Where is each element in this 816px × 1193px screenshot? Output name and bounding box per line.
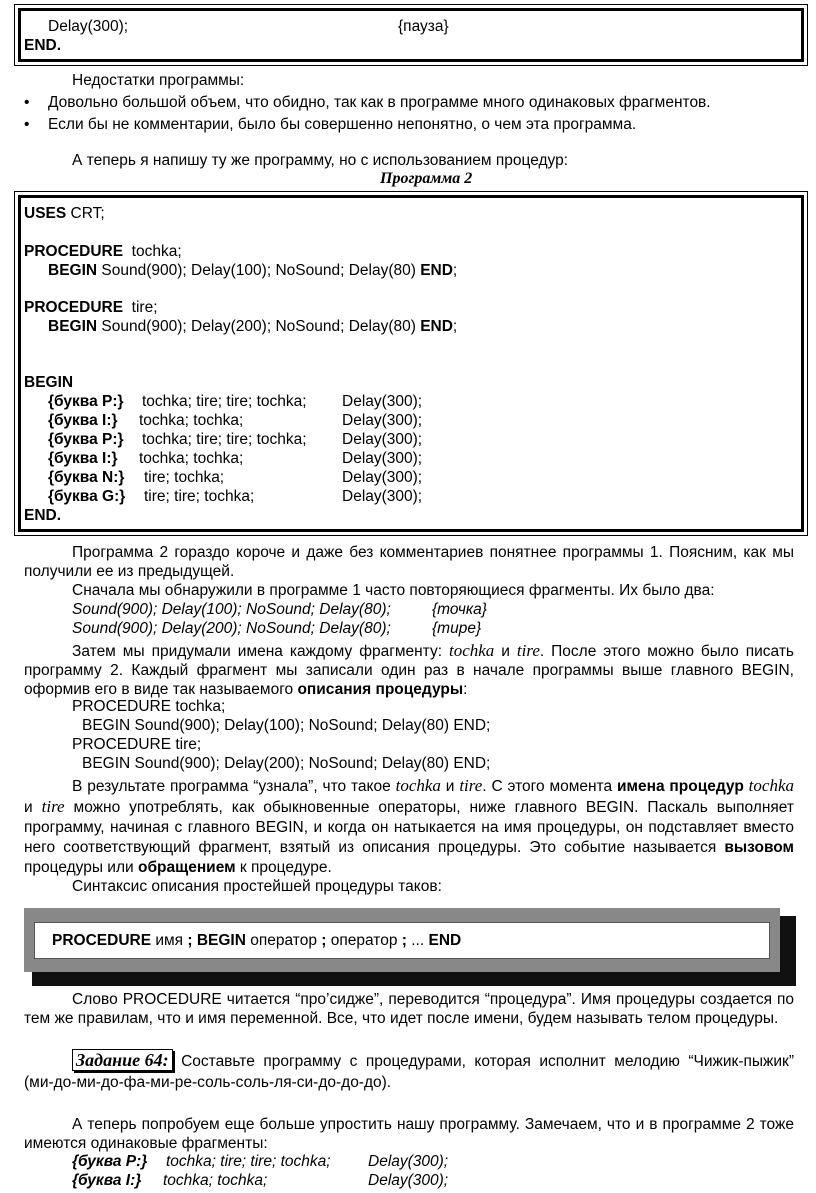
paragraph-3: Затем мы придумали имена каждому фрагменту: tochka и tire. После этого можно было писать программу 2. Каждый фрагмент мы записали один раз в начале программы выше главного BEGIN, оформив его в виде так называемого описания процедуры: [24, 641, 794, 698]
task-label: Задание 64: [72, 1049, 173, 1071]
code-line-2: BEGIN Sound(900); Delay(100); NoSound; Delay(80) END; [82, 717, 491, 734]
code-line-4: BEGIN Sound(900); Delay(200); NoSound; Delay(80) END; [82, 755, 491, 772]
procedure-tochka-body: BEGIN Sound(900); Delay(100); NoSound; Delay(80) END; [48, 262, 458, 279]
task-64: Задание 64: Составьте программу с процедурами, которая исполнит мелодию “Чижик-пыжик” (ми-до-ми-до-фа-ми-ре-соль-соль-ля-си-до-до-до). [24, 1050, 794, 1091]
procedure-tire-body: BEGIN Sound(900); Delay(200); NoSound; Delay(80) END; [48, 318, 458, 335]
code-line-3: PROCEDURE tire; [72, 736, 202, 753]
drawbacks-heading: Недостатки программы: [72, 72, 245, 89]
code-line-1: PROCEDURE tochka; [72, 698, 226, 715]
paragraph-1: Программа 2 гораздо короче и даже без комментариев понятнее программы 1. Поясним, как мы получили ее из предыдущей. [24, 544, 794, 580]
code-row: {буква G:} tire; tire; tochka; Delay(300); [48, 488, 423, 505]
drawback-bullet-2: • Если бы не комментарии, было бы совершенно непонятно, о чем эта программа. [24, 116, 637, 133]
code-row: {буква P:} tochka; tire; tire; tochka; Delay(300); [48, 393, 423, 410]
drawback-bullet-1: • Довольно большой объем, что обидно, так как в программе много одинаковых фрагментов. [24, 94, 711, 111]
fragment-2: Sound(900); Delay(200); NoSound; Delay(80); {тире} [72, 620, 482, 637]
tail-code-row: {буква P:} tochka; tire; tire; tochka; Delay(300); [72, 1153, 449, 1170]
paragraph-5: Синтаксис описания простейшей процедуры таков: [72, 878, 442, 895]
uses-line: USES CRT; [24, 205, 105, 222]
program1-tail-comment: {пауза} [398, 18, 449, 35]
paragraph-6: Слово PROCEDURE читается “про’сидже”, переводится “процедура”. Имя процедуры создается по тем же правилам, что и имя переменной. Все, что идет после имени, будем называть телом процедуры. [24, 991, 794, 1027]
code-row: {буква N:} tire; tochka; Delay(300); [48, 469, 423, 486]
procedure-tochka-header: PROCEDURE tochka; [24, 243, 182, 260]
main-begin: BEGIN [24, 374, 74, 391]
paragraph-7: А теперь попробуем еще больше упростить нашу программу. Замечаем, что и в программе 2 тоже имеются одинаковые фрагменты: [24, 1116, 794, 1152]
code-row: {буква P:} tochka; tire; tire; tochka; Delay(300); [48, 431, 423, 448]
intro-now: А теперь я напишу ту же программу, но с использованием процедур: [72, 152, 569, 169]
program-2-title: Программа 2 [380, 170, 473, 187]
paragraph-2: Сначала мы обнаружили в программе 1 часто повторяющиеся фрагменты. Их было два: [72, 582, 715, 599]
syntax-text: PROCEDURE имя ; BEGIN оператор ; оператор ; ... END [52, 932, 462, 949]
code-row: {буква I:} tochka; tochka; Delay(300); [48, 412, 423, 429]
fragment-1: Sound(900); Delay(100); NoSound; Delay(80); {точка} [72, 601, 487, 618]
program1-tail-line1: Delay(300); [48, 18, 129, 35]
program1-tail-end: END. [24, 37, 62, 54]
paragraph-4: В результате программа “узнала”, что такое tochka и tire. С этого момента имена процедур tochka и tire можно употреблять, как обыкновенные операторы, ниже главного BEGIN. Паскаль выполняет программу, начиная с главного BEGIN, и когда он натыкается на имя процедуры, он подставляет вместо него соответствующий фрагмент, взятый из описания процедуры. Это событие называется вызовом процедуры или обращением к процедуре. [24, 776, 795, 876]
procedure-tire-header: PROCEDURE tire; [24, 299, 158, 316]
tail-code-row: {буква I:} tochka; tochka; Delay(300); [72, 1172, 449, 1189]
code-row: {буква I:} tochka; tochka; Delay(300); [48, 450, 423, 467]
main-end: END. [24, 507, 62, 524]
